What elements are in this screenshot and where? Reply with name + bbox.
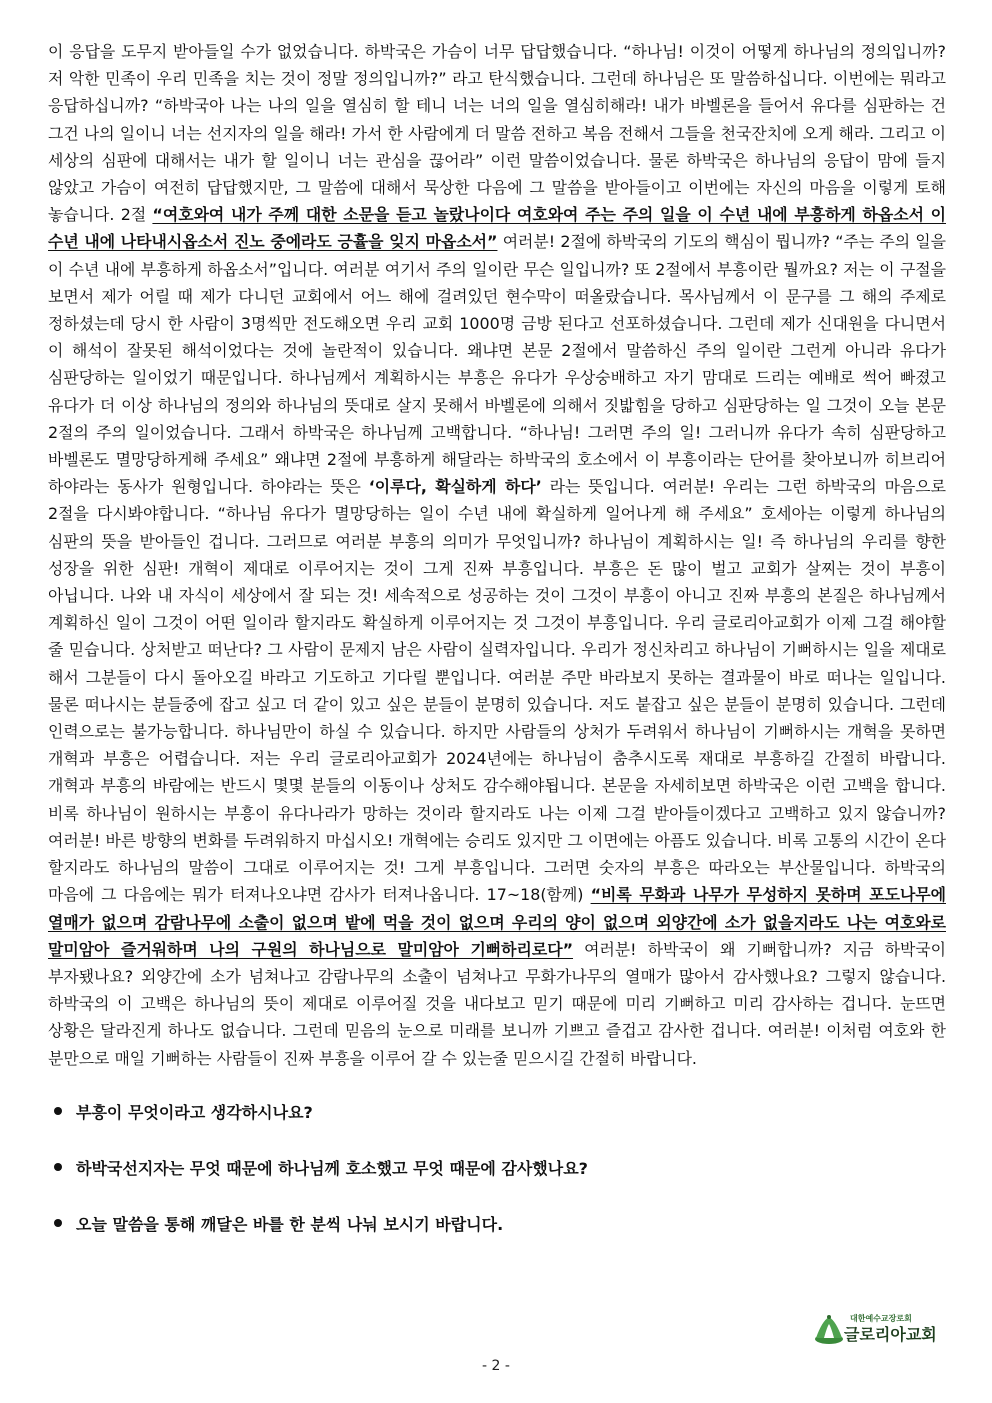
sermon-body <box>48 38 946 1072</box>
body-text-4: 여러분! 하박국이 왜 기뻐합니까? 지금 하박국이 부자됐나요? 외양간에 소가 넘쳐나고 감람나무의 소출이 넘쳐나고 무화가나무의 열매가 많아서 감사했나요? 그렇지 않습니다. 하박국의 이 고백은 하나님의 뜻이 제대로 이루어질 것을 내다보고 믿기 때문에 미리 기뻐하고 미리 감사하는 겁니다. 눈뜨면 상황은 달라진게 하나도 없습니다. 그런데 믿음의 눈으로 미래를 보니까 기쁘고 즐겁고 감사한 겁니다. 여러분! 이처럼 여호와 한 분만으로 매일 기뻐하는 사람들이 진짜 부흥을 이루어 갈 수 있는줄 믿으시길 간절히 바랍니다. <box>48 939 946 1068</box>
logo-denomination-text: 대한예수교장로회 <box>850 1314 912 1323</box>
page-number: - 2 - <box>482 1358 510 1374</box>
scripture-quote-verse-17-18: “비록 무화과 나무가 무성하지 못하며 포도나무에 열매가 없으며 감람나무에 소출이 없으며 밭에 먹을 것이 없으며 우리의 양이 없으며 외양간에 소가 없을지라도 나는 여호와로 말미암아 즐거워하며 나의 구원의 하나님으로 말미암아 기뻐하리로다” <box>48 885 946 959</box>
question-item <box>54 1212 946 1235</box>
question-text: 오늘 말씀을 통해 깨달은 바를 한 분씩 나눠 보시기 바랍니다. <box>76 1214 504 1234</box>
bullet-icon <box>54 1163 62 1171</box>
question-item <box>54 1100 946 1123</box>
church-logo <box>814 1311 954 1347</box>
body-text-2: 여러분! 2절에 하박국의 기도의 핵심이 뭡니까? “주는 주의 일을 이 수년 내에 부흥하게 하옵소서”입니다. 여러분 여기서 주의 일이란 무슨 일입니까? 또 2절에서 부흥이란 뭘까요? 저는 이 구절을 보면서 제가 어릴 때 제가 다니던 교회에서 어느 해에 걸려있던 현수막이 떠올랐습니다. 목사님께서 이 문구를 그 해의 주제로 정하셨는데 당시 한 사람이 3명씩만 전도해오면 우리 교회 1000명 금방 된다고 선포하셨습니다. 그런데 제가 신대원을 다니면서 이 해석이 잘못된 해석이었다는 것에 놀란적이 있습니다. 왜냐면 본문 2절에서 말씀하신 주의 일이란 그런게 아니라 유다가 심판당하는 일이었기 때문입니다. 하나님께서 계획하시는 부흥은 유다가 우상숭배하고 자기 맘대로 드리는 예배로 썩어 빠졌고 유다가 더 이상 하나님의 정의와 하나님의 뜻대로 살지 못해서 바벨론에 의해서 짓밟힘을 당하고 심판당하는 일 그것이 오늘 본문 2절의 주의 일이었습니다. 그래서 하박국은 하나님께 고백합니다. “하나님! 그러면 주의 일! 그러니까 유다가 속히 심판당하고 바벨론도 멸망당하게해 주세요” 왜냐면 2절에 부흥하게 해달라는 하박국의 호소에서 이 부흥이라는 단어를 찾아보니까 히브리어 하야라는 동사가 원형입니다. 하야라는 뜻은 <box>48 232 947 497</box>
question-text: 하박국선지자는 무엇 때문에 하나님께 호소했고 무엇 때문에 감사했나요? <box>76 1158 588 1178</box>
hebrew-meaning-emphasis: ‘이루다, 확실하게 하다’ <box>368 477 542 497</box>
body-text-3: 라는 뜻입니다. 여러분! 우리는 그런 하박국의 마음으로 2절을 다시봐야합니다. “하나님 유다가 멸망당하는 일이 수년 내에 확실하게 일어나게 해 주세요” 호세아는 이렇게 하나님의 심판의 뜻을 받아들인 겁니다. 그러므로 여러분 부흥의 의미가 무엇입니까? 하나님이 계획하시는 일! 즉 하나님의 우리를 향한 성장을 위한 심판! 개혁이 제대로 이루어지는 것이 그게 진짜 부흥입니다. 부흥은 돈 많이 벌고 교회가 살찌는 것이 부흥이 아닙니다. 나와 내 자식이 세상에서 잘 되는 것! 세속적으로 성공하는 것이 그것이 부흥이 아니고 진짜 부흥의 본질은 하나님께서 계획하신 일이 그것이 어떤 일이라 할지라도 확실하게 이루어지는 것 그것이 부흥입니다. 우리 글로리아교회가 이제 그걸 해야할 줄 믿습니다. 상처받고 떠난다? 그 사람이 문제지 남은 사람이 실력자입니다. 우리가 정신차리고 하나님이 기뻐하시는 일을 제대로 해서 그분들이 다시 돌아오길 바라고 기도하고 기다릴 뿐입니다. 여러분 주만 바라보지 못하는 결과물이 바로 떠나는 일입니다. 물론 떠나시는 분들중에 잡고 싶고 더 같이 있고 싶은 분들이 분명히 있습니다. 저도 붙잡고 싶은 분들이 분명히 있습니다. 그런데 인력으로는 불가능합니다. 하나님만이 하실 수 있습니다. 하지만 사람들의 상처가 두려워서 하나님이 기뻐하시는 개혁을 못하면 개혁과 부흥은 어렵습니다. 저는 우리 글로리아교회가 2024년에는 하나님이 춤추시도록 재대로 부흥하길 간절히 바랍니다. 개혁과 부흥의 바람에는 반드시 몇몇 분들의 이동이나 상처도 감수해야됩니다. 본문을 자세히보면 하박국은 이런 고백을 합니다. 비록 하나님이 원하시는 부흥이 유다나라가 망하는 것이라 할지라도 나는 이제 그걸 받아들이겠다고 고백하고 있지 않습니까? 여러분! 바른 방향의 변화를 두려워하지 마십시오! 개혁에는 승리도 있지만 그 이면에는 아픔도 있습니다. 비록 고통의 시간이 온다 할지라도 하나님의 말씀이 그대로 이루어지는 것! 그게 부흥입니다. 그러면 숫자의 부흥은 따라오는 부산물입니다. 하박국의 마음에 그 다음에는 뭐가 터져나오냐면 감사가 터져나옵니다. 17~18(함께) <box>48 477 946 905</box>
question-item <box>54 1156 946 1179</box>
document-page <box>48 38 946 1268</box>
mountain-logo-icon <box>814 1311 844 1345</box>
bullet-icon <box>54 1219 62 1227</box>
scripture-quote-verse-2: “여호와여 내가 주께 대한 소문을 듣고 놀랐나이다 여호와여 주는 주의 일을 이 수년 내에 부흥하게 하옵소서 이 수년 내에 나타내시옵소서 진노 중에라도 긍휼을 잊지 마옵소서” <box>48 205 947 252</box>
bullet-icon <box>54 1107 62 1115</box>
question-text: 부흥이 무엇이라고 생각하시나요? <box>76 1102 313 1122</box>
discussion-questions <box>48 1100 946 1235</box>
logo-church-name: 글로리아교회 <box>844 1325 937 1344</box>
body-text-1: 이 응답을 도무지 받아들일 수가 없었습니다. 하박국은 가슴이 너무 답답했습니다. “하나님! 이것이 어떻게 하나님의 정의입니까? 저 악한 민족이 우리 민족을 치는 것이 정말 정의입니까?” 라고 탄식했습니다. 그런데 하나님은 또 말씀하십니다. 이번에는 뭐라고 응답하십니까? “하박국아 나는 나의 일을 열심히 할 테니 너는 너의 일을 열심히해라! 내가 바벨론을 들어서 유다를 심판하는 건 그건 나의 일이니 너는 선지자의 일을 해라! 가서 한 사람에게 더 말씀 전하고 복음 전해서 그들을 천국잔치에 오게 해라. 그리고 이 세상의 심판에 대해서는 내가 할 일이니 너는 관심을 끊어라” 이런 말씀이었습니다. 물론 하박국은 하나님의 응답이 맘에 들지 않았고 가슴이 여전히 답답했지만, 그 말씀에 대해서 묵상한 다음에 그 말씀을 받아들이고 이번에는 자신의 마음을 이렇게 토해 놓습니다. 2절 <box>48 42 946 225</box>
